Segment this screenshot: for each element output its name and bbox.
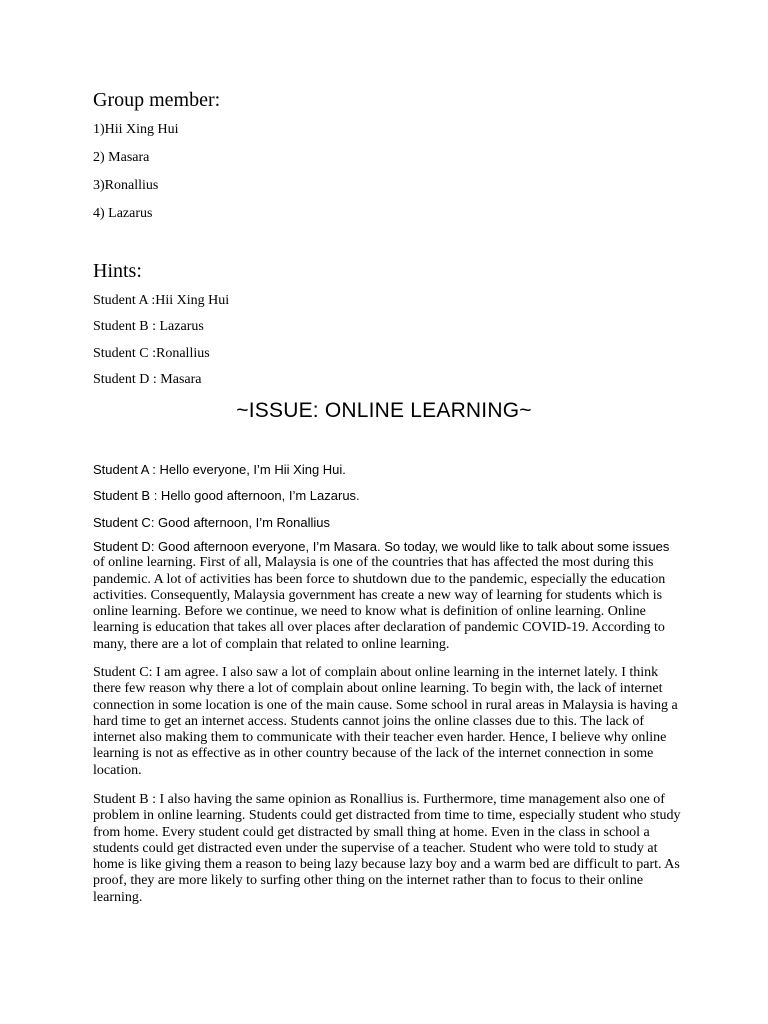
dialogue-student-b: Student B : Hello good afternoon, I’m Lazarus. xyxy=(93,488,360,503)
group-member-heading: Group member: xyxy=(93,89,221,111)
issue-title: ~ISSUE: ONLINE LEARNING~ xyxy=(236,399,532,422)
hint-student-c: Student C :Ronallius xyxy=(93,346,210,361)
member-2: 2) Masara xyxy=(93,150,150,165)
hint-student-b: Student B : Lazarus xyxy=(93,319,204,334)
paragraph-student-b: Student B : I also having the same opinion as Ronallius is. Furthermore, time management also one of problem in online learning. Students could get distracted from time to time, especially student who study from home. Every student could get distracted by small thing at home. Even in the class in school a students could get distracted even under the supervise of a teacher. Student who were told to study at home is like giving them a reason to being lazy because lazy boy and a warm bed are difficult to part. As proof, they are more likely to surfing other thing on the internet rather than to focus to their online learning. xyxy=(93,792,681,905)
paragraph-student-d-lead: Student D: Good afternoon everyone, I’m Masara. So today, we would like to talk about some issues xyxy=(93,539,670,554)
hint-student-d: Student D : Masara xyxy=(93,372,202,387)
hint-student-a: Student A :Hii Xing Hui xyxy=(93,293,230,308)
paragraph-student-d-body: of online learning. First of all, Malaysia is one of the countries that has affected the most during this pandemic. A lot of activities has been force to shutdown due to the pandemic, especially the education activities. Consequently, Malaysia government has create a new way of learning for students which is online learning. Before we continue, we need to know what is definition of online learning. Online learning is education that takes all over places after declaration of pandemic COVID-19. According to many, there are a lot of complain that related to online learning. xyxy=(93,555,666,652)
hints-heading: Hints: xyxy=(93,260,142,282)
dialogue-student-a: Student A : Hello everyone, I’m Hii Xing Hui. xyxy=(93,462,346,477)
member-1: 1)Hii Xing Hui xyxy=(93,122,179,137)
member-4: 4) Lazarus xyxy=(93,206,153,221)
dialogue-student-c: Student C: Good afternoon, I’m Ronallius xyxy=(93,515,331,530)
member-3: 3)Ronallius xyxy=(93,178,159,193)
paragraph-student-c: Student C: I am agree. I also saw a lot of complain about online learning in the internet lately. I think there few reason why there a lot of complain about online learning. To begin with, the lack of internet connection in some location is one of the main cause. Some school in rural areas in Malaysia is having a hard time to get an internet access. Students cannot joins the online classes due to this. The lack of internet also making them to communicate with their teacher even harder. Hence, I believe why online learning is not as effective as in other country because of the lack of the internet connection in some location. xyxy=(93,665,678,778)
paragraph-student-d xyxy=(93,539,683,653)
